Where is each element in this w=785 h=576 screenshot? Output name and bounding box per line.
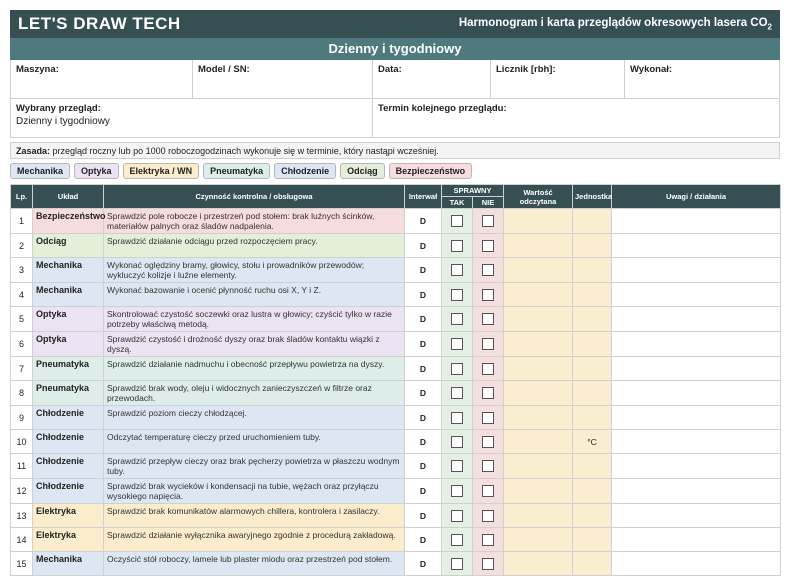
performer-label: Wykonał:: [630, 64, 673, 75]
row-interval: D: [405, 381, 442, 406]
row-notes-input[interactable]: [612, 381, 781, 406]
col-header-task: Czynność kontrolna / obsługowa: [104, 185, 405, 209]
row-unit-of-measure: [573, 454, 612, 479]
row-no-cell: [473, 479, 504, 504]
row-unit-of-measure: [573, 552, 612, 576]
no-checkbox[interactable]: [482, 313, 494, 325]
next-inspection-label: Termin kolejnego przeglądu:: [378, 103, 507, 114]
row-notes-input[interactable]: [612, 406, 781, 430]
row-unit: Mechanika: [33, 552, 104, 576]
row-unit-of-measure: [573, 332, 612, 357]
row-yes-cell: [442, 406, 473, 430]
row-notes-input[interactable]: [612, 528, 781, 552]
no-checkbox[interactable]: [482, 485, 494, 497]
row-notes-input[interactable]: [612, 283, 781, 307]
col-header-no: NIE: [473, 197, 504, 209]
table-row: [11, 332, 781, 357]
row-value-input[interactable]: [504, 504, 573, 528]
yes-checkbox[interactable]: [451, 510, 463, 522]
row-interval: D: [405, 357, 442, 381]
row-yes-cell: [442, 283, 473, 307]
row-task: Wykonać bazowanie i ocenić płynność ruchu osi X, Y i Z.: [104, 283, 405, 307]
no-checkbox[interactable]: [482, 363, 494, 375]
row-yes-cell: [442, 552, 473, 576]
model-sn-field[interactable]: [192, 60, 372, 98]
row-number: 13: [11, 504, 33, 528]
row-no-cell: [473, 381, 504, 406]
yes-checkbox[interactable]: [451, 387, 463, 399]
row-number: 3: [11, 258, 33, 283]
row-unit-of-measure: [573, 528, 612, 552]
row-task: Sprawdzić brak wody, oleju i widocznych zanieczyszczeń w filtrze oraz przewodach.: [104, 381, 405, 406]
row-notes-input[interactable]: [612, 430, 781, 454]
inspection-sheet: [10, 10, 780, 576]
row-unit: Chłodzenie: [33, 430, 104, 454]
row-interval: D: [405, 332, 442, 357]
row-unit-of-measure: [573, 504, 612, 528]
legend-chip-optyka: Optyka: [74, 163, 119, 179]
yes-checkbox[interactable]: [451, 264, 463, 276]
row-value-input[interactable]: [504, 528, 573, 552]
row-notes-input[interactable]: [612, 332, 781, 357]
row-task: Sprawdzić działanie odciągu przed rozpoczęciem pracy.: [104, 234, 405, 258]
row-unit: Chłodzenie: [33, 479, 104, 504]
row-task: Wykonać oględziny bramy, głowicy, stołu i prowadników przewodów; wykluczyć kolizje i luźne elementy.: [104, 258, 405, 283]
no-checkbox[interactable]: [482, 289, 494, 301]
row-no-cell: [473, 332, 504, 357]
row-unit: Optyka: [33, 307, 104, 332]
row-yes-cell: [442, 258, 473, 283]
table-row: [11, 504, 781, 528]
row-interval: D: [405, 504, 442, 528]
row-yes-cell: [442, 209, 473, 234]
row-no-cell: [473, 209, 504, 234]
row-yes-cell: [442, 430, 473, 454]
table-row: [11, 307, 781, 332]
row-unit: Pneumatyka: [33, 381, 104, 406]
selected-inspection-value: Dzienny i tygodniowy: [16, 116, 110, 127]
col-header-notes: Uwagi / działania: [612, 185, 781, 209]
row-unit: Mechanika: [33, 283, 104, 307]
table-row: [11, 283, 781, 307]
row-number: 12: [11, 479, 33, 504]
row-yes-cell: [442, 357, 473, 381]
col-header-value: Wartość odczytana: [504, 185, 573, 209]
col-header-interval: Interwał: [405, 185, 442, 209]
row-unit: Chłodzenie: [33, 454, 104, 479]
legend-chip-bezpieczenstwo: Bezpieczeństwo: [389, 163, 473, 179]
row-task: Sprawdzić poziom cieczy chłodzącej.: [104, 406, 405, 430]
row-value-input[interactable]: [504, 332, 573, 357]
row-value-input[interactable]: [504, 454, 573, 479]
row-no-cell: [473, 552, 504, 576]
row-number: 14: [11, 528, 33, 552]
row-notes-input[interactable]: [612, 234, 781, 258]
row-number: 7: [11, 357, 33, 381]
row-no-cell: [473, 406, 504, 430]
row-unit-of-measure: [573, 406, 612, 430]
row-value-input[interactable]: [504, 479, 573, 504]
yes-checkbox[interactable]: [451, 289, 463, 301]
col-header-lp: Lp.: [11, 185, 33, 209]
row-unit-of-measure: [573, 283, 612, 307]
row-yes-cell: [442, 528, 473, 552]
row-value-input[interactable]: [504, 307, 573, 332]
rule-note: [10, 142, 780, 159]
row-yes-cell: [442, 307, 473, 332]
row-yes-cell: [442, 234, 473, 258]
table-row: [11, 406, 781, 430]
row-value-input[interactable]: [504, 283, 573, 307]
yes-checkbox[interactable]: [451, 558, 463, 570]
model-sn-label: Model / SN:: [198, 64, 250, 75]
row-number: 9: [11, 406, 33, 430]
row-value-input[interactable]: [504, 234, 573, 258]
brand-logo-text: LET'S DRAW TECH: [18, 14, 181, 33]
no-checkbox[interactable]: [482, 387, 494, 399]
row-interval: D: [405, 234, 442, 258]
yes-checkbox[interactable]: [451, 485, 463, 497]
table-row: [11, 357, 781, 381]
no-checkbox[interactable]: [482, 436, 494, 448]
no-checkbox[interactable]: [482, 240, 494, 252]
row-number: 11: [11, 454, 33, 479]
no-checkbox[interactable]: [482, 264, 494, 276]
date-label: Data:: [378, 64, 402, 75]
row-number: 10: [11, 430, 33, 454]
legend-chip-elektryka: Elektryka / WN: [123, 163, 200, 179]
row-value-input[interactable]: [504, 552, 573, 576]
selected-inspection-field[interactable]: [11, 99, 372, 137]
legend-chip-chlodzenie: Chłodzenie: [274, 163, 336, 179]
row-task: Sprawdzić brak wycieków i kondensacji na tubie, wężach oraz przyłączu wysokiego napięcia.: [104, 479, 405, 504]
table-row: [11, 234, 781, 258]
row-number: 6: [11, 332, 33, 357]
row-yes-cell: [442, 332, 473, 357]
no-checkbox[interactable]: [482, 412, 494, 424]
row-number: 15: [11, 552, 33, 576]
row-unit-of-measure: [573, 381, 612, 406]
row-value-input[interactable]: [504, 357, 573, 381]
row-interval: D: [405, 552, 442, 576]
row-value-input[interactable]: [504, 406, 573, 430]
yes-checkbox[interactable]: [451, 412, 463, 424]
rule-text: przegląd roczny lub po 1000 roboczogodzinach wykonuje się w terminie, który nastąpi wcześniej.: [52, 146, 439, 156]
row-no-cell: [473, 234, 504, 258]
no-checkbox[interactable]: [482, 510, 494, 522]
row-task: Sprawdzić działanie wyłącznika awaryjnego zgodnie z procedurą zakładową.: [104, 528, 405, 552]
no-checkbox[interactable]: [482, 534, 494, 546]
row-unit: Optyka: [33, 332, 104, 357]
row-value-input[interactable]: [504, 258, 573, 283]
row-no-cell: [473, 454, 504, 479]
row-interval: D: [405, 430, 442, 454]
row-interval: D: [405, 283, 442, 307]
table-row: [11, 209, 781, 234]
selected-inspection-label: Wybrany przegląd:: [16, 103, 101, 114]
row-unit-of-measure: [573, 209, 612, 234]
row-number: 4: [11, 283, 33, 307]
row-notes-input[interactable]: [612, 307, 781, 332]
inspection-type-banner: Dzienny i tygodniowy: [10, 38, 780, 60]
row-task: Odczytać temperaturę cieczy przed uruchomieniem tuby.: [104, 430, 405, 454]
performer-field[interactable]: [624, 60, 779, 98]
row-notes-input[interactable]: [612, 454, 781, 479]
row-notes-input[interactable]: [612, 552, 781, 576]
row-interval: D: [405, 258, 442, 283]
legend-chip-pneumatyka: Pneumatyka: [203, 163, 270, 179]
row-value-input[interactable]: [504, 430, 573, 454]
row-unit: Elektryka: [33, 504, 104, 528]
rule-label: Zasada:: [16, 146, 51, 156]
row-notes-input[interactable]: [612, 504, 781, 528]
row-no-cell: [473, 283, 504, 307]
row-unit: Bezpieczeństwo: [33, 209, 104, 234]
row-yes-cell: [442, 479, 473, 504]
machine-field[interactable]: [11, 60, 192, 98]
row-yes-cell: [442, 504, 473, 528]
table-row: [11, 381, 781, 406]
row-notes-input[interactable]: [612, 479, 781, 504]
yes-checkbox[interactable]: [451, 338, 463, 350]
row-unit-of-measure: [573, 307, 612, 332]
row-task: Skontrolować czystość soczewki oraz lustra w głowicy; czyścić tylko w razie potrzeby właściwą metodą.: [104, 307, 405, 332]
row-value-input[interactable]: [504, 209, 573, 234]
legend-chip-odciag: Odciąg: [340, 163, 385, 179]
row-task: Oczyścić stół roboczy, lamele lub plaster miodu oraz przestrzeń pod stołem.: [104, 552, 405, 576]
row-unit-of-measure: [573, 479, 612, 504]
machine-label: Maszyna:: [16, 64, 59, 75]
row-unit-of-measure: [573, 258, 612, 283]
col-header-ok-group: SPRAWNY: [442, 185, 504, 197]
row-no-cell: [473, 528, 504, 552]
counter-label: Licznik [rbh]:: [496, 64, 556, 75]
yes-checkbox[interactable]: [451, 534, 463, 546]
col-header-unit: Układ: [33, 185, 104, 209]
row-yes-cell: [442, 381, 473, 406]
row-task: Sprawdzić pole robocze i przestrzeń pod stołem: brak luźnych ścinków, materiałów palnych oraz śladów nadpalenia.: [104, 209, 405, 234]
row-unit: Mechanika: [33, 258, 104, 283]
row-interval: D: [405, 209, 442, 234]
row-task: Sprawdzić czystość i drożność dyszy oraz brak śladów kontaktu wiązki z dyszą.: [104, 332, 405, 357]
no-checkbox[interactable]: [482, 558, 494, 570]
row-number: 5: [11, 307, 33, 332]
row-no-cell: [473, 357, 504, 381]
row-unit: Chłodzenie: [33, 406, 104, 430]
col-header-yes: TAK: [442, 197, 473, 209]
table-row: [11, 258, 781, 283]
next-inspection-field[interactable]: [372, 99, 779, 137]
table-row: [11, 479, 781, 504]
no-checkbox[interactable]: [482, 338, 494, 350]
row-task: Sprawdzić działanie nadmuchu i obecność przepływu powietrza na dyszy.: [104, 357, 405, 381]
row-yes-cell: [442, 454, 473, 479]
row-interval: D: [405, 454, 442, 479]
row-notes-input[interactable]: [612, 258, 781, 283]
table-row: [11, 430, 781, 454]
row-task: Sprawdzić przepływ cieczy oraz brak pęcherzy powietrza w płaszczu wodnym tuby.: [104, 454, 405, 479]
row-unit-of-measure: °C: [573, 430, 612, 454]
row-interval: D: [405, 307, 442, 332]
row-no-cell: [473, 430, 504, 454]
info-block: [10, 60, 780, 138]
row-no-cell: [473, 307, 504, 332]
category-legend: [10, 163, 780, 179]
document-title: Harmonogram i karta przeglądów okresowych lasera $CO_2$: [458, 16, 772, 32]
row-unit-of-measure: [573, 234, 612, 258]
row-notes-input[interactable]: [612, 209, 781, 234]
row-unit: Elektryka: [33, 528, 104, 552]
row-no-cell: [473, 504, 504, 528]
row-no-cell: [473, 258, 504, 283]
row-interval: D: [405, 406, 442, 430]
counter-field[interactable]: [490, 60, 624, 98]
row-number: 8: [11, 381, 33, 406]
row-number: 1: [11, 209, 33, 234]
yes-checkbox[interactable]: [451, 240, 463, 252]
yes-checkbox[interactable]: [451, 363, 463, 375]
yes-checkbox[interactable]: [451, 460, 463, 472]
row-unit-of-measure: [573, 357, 612, 381]
row-notes-input[interactable]: [612, 357, 781, 381]
no-checkbox[interactable]: [482, 460, 494, 472]
row-task: Sprawdzić brak komunikatów alarmowych chillera, kontrolera i zasilaczy.: [104, 504, 405, 528]
row-interval: D: [405, 479, 442, 504]
header-bar: [10, 10, 780, 38]
legend-chip-mechanika: Mechanika: [10, 163, 70, 179]
table-row: [11, 454, 781, 479]
row-interval: D: [405, 528, 442, 552]
date-field[interactable]: [372, 60, 490, 98]
checklist-table: [10, 184, 781, 576]
yes-checkbox[interactable]: [451, 436, 463, 448]
col-header-unit-of-measure: Jednostka: [573, 185, 612, 209]
row-unit: Pneumatyka: [33, 357, 104, 381]
yes-checkbox[interactable]: [451, 215, 463, 227]
table-row: [11, 552, 781, 576]
row-unit: Odciąg: [33, 234, 104, 258]
row-value-input[interactable]: [504, 381, 573, 406]
row-number: 2: [11, 234, 33, 258]
no-checkbox[interactable]: [482, 215, 494, 227]
yes-checkbox[interactable]: [451, 313, 463, 325]
table-row: [11, 528, 781, 552]
